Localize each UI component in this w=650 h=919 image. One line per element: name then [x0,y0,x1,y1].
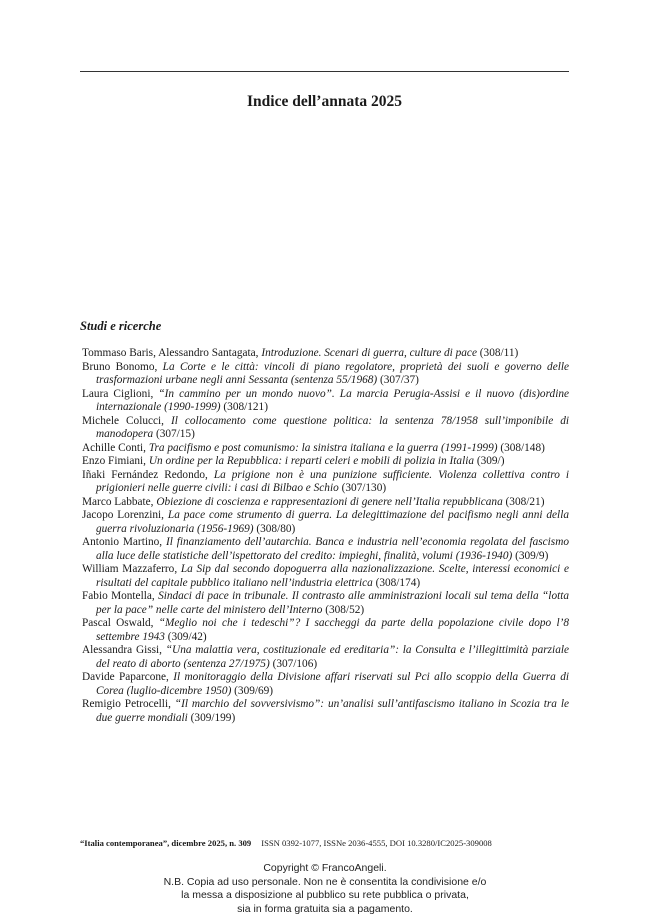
entry-authors: Fabio Montella, [82,590,155,602]
index-entry [82,698,569,725]
entry-authors: Marco Labbate, [82,495,154,508]
index-entry [82,563,569,590]
index-entry [82,347,569,361]
entry-authors: Jacopo Lorenzini, [82,509,165,521]
entry-title: Il monitoraggio della Divisione affari riservati sul Pci allo scoppio della Guerra di Corea (luglio-dicembre 1950) [96,671,569,697]
entry-ref: (308/21) [505,495,545,508]
entry-authors: Davide Paparcone, [82,671,169,683]
header-rule [80,71,569,72]
entry-title: La prigione non è una punizione sufficiente. Violenza collettiva contro i prigionieri nelle guerre civili: i casi di Bilbao e Schio [96,468,570,494]
entry-ref: (307/15) [155,428,195,440]
copyright-notice-line: sia in forma gratuita sia a pagamento. [237,902,413,915]
page-title: Indice dell’annata 2025 [246,93,402,110]
index-entry [82,469,569,496]
entry-authors: Antonio Martino, [82,536,163,548]
entry-ref: (308/148) [500,441,545,454]
entry-authors: Enzo Fimiani, [82,455,147,467]
entry-ref: (309/42) [167,630,207,643]
entry-title: La Sip dal secondo dopoguerra alla nazionalizzazione. Scelte, interessi economici e risultati del capitale pubblico italiano nell’industria elettrica [96,563,569,589]
entry-authors: Iñaki Fernández Redondo, [82,468,208,481]
journal-identifiers: ISSN 0392-1077, ISSNe 2036-4555, DOI 10.3280/IC2025-309008 [261,838,492,848]
entry-title: Il finanziamento dell’autarchia. Banca e industria nell’economia regolata del fascismo alla luce delle statistiche dell’ispettorato del credito: impieghi, finalità, volumi (1936-1940) [96,536,570,562]
entry-title: La pace come strumento di guerra. La delegittimazione del pacifismo negli anni della guerra rivoluzionaria (1956-1969) [96,509,569,535]
copyright-notice [120,862,530,916]
footer-citation [80,838,569,848]
entry-ref: (308/121) [223,401,268,413]
entry-ref: (309/69) [234,684,274,697]
entry-authors: Michele Colucci, [82,414,164,427]
entry-ref: (309/) [476,455,505,467]
entry-authors: Bruno Bonomo, [82,360,158,373]
copyright-notice-line: la messa a disposizione al pubblico su rete pubblica o privata, [181,889,469,901]
entry-authors: William Mazzaferro, [82,563,178,575]
entry-title: “Meglio noi che i tedeschi”? I saccheggi da parte della popolazione civile dopo l’8 settembre 1943 [96,617,569,643]
entry-ref: (307/130) [341,482,387,494]
entry-title: La Corte e le città: vincoli di piano regolatore, proprietà dei suoli e governo delle trasformazioni urbane negli anni Sessanta (sentenza 55/1968) [96,360,569,386]
index-entry [82,442,569,456]
index-entry [82,415,569,442]
entry-title: “Una malattia vera, costituzionale ed ereditaria”: la Consulta e l’illegittimità parziale del reato di aborto (sentenza 27/1975) [96,644,569,670]
index-entry [82,536,569,563]
entry-authors: Tommaso Baris, Alessandro Santagata, [82,347,259,359]
index-entry [82,590,569,617]
section-heading: Studi e ricerche [80,319,162,333]
index-entry [82,617,569,644]
entry-title: Il collocamento come questione politica: la sentenza 78/1958 sull’imponibile di manodopera [96,414,569,440]
entry-ref: (309/9) [515,549,549,562]
entry-ref: (308/52) [325,603,365,616]
entry-ref: (308/174) [375,576,421,589]
index-entry [82,509,569,536]
index-entries [82,347,569,725]
index-entry [82,361,569,388]
index-entry [82,496,569,510]
journal-citation: “Italia contemporanea”, dicembre 2025, n. 309 [80,838,252,848]
index-entry [82,455,569,469]
entry-authors: Remigio Petrocelli, [82,698,171,710]
entry-title: “In cammino per un mondo nuovo”. La marcia Perugia-Assisi e il nuovo (dis)ordine internazionale (1990-1999) [96,387,569,413]
copyright-line: Copyright © FrancoAngeli. [263,862,387,874]
entry-authors: Alessandra Gissi, [82,644,162,656]
entry-ref: (307/106) [272,657,318,670]
entry-authors: Pascal Oswald, [82,617,154,629]
entry-ref: (308/11) [479,347,519,359]
index-entry [82,671,569,698]
entry-title: Introduzione. Scenari di guerra, culture di pace [261,347,477,359]
entry-ref: (308/80) [256,522,296,535]
copyright-notice-line: N.B. Copia ad uso personale. Non ne è consentita la condivisione e/o [163,875,487,888]
index-entry [82,644,569,671]
entry-title: Obiezione di coscienza e rappresentazioni di genere nell’Italia repubblicana [156,495,503,508]
entry-title: Sindaci di pace in tribunale. Il contrasto alle amministrazioni locali sul tema della “lotta per la pace” nelle carte del ministero dell’Interno [96,590,570,616]
entry-authors: Laura Ciglioni, [82,387,154,400]
entry-title: “Il marchio del sovversivismo”: un’analisi sull’antifascismo italiano in Scozia tra le due guerre mondiali [96,698,569,724]
entry-authors: Achille Conti, [82,441,147,454]
index-entry [82,388,569,415]
entry-ref: (307/37) [380,374,419,386]
entry-title: Tra pacifismo e post comunismo: la sinistra italiana e la guerra (1991-1999) [148,441,498,454]
entry-ref: (309/199) [190,711,236,724]
entry-title: Un ordine per la Repubblica: i reparti celeri e mobili di polizia in Italia [148,455,475,467]
